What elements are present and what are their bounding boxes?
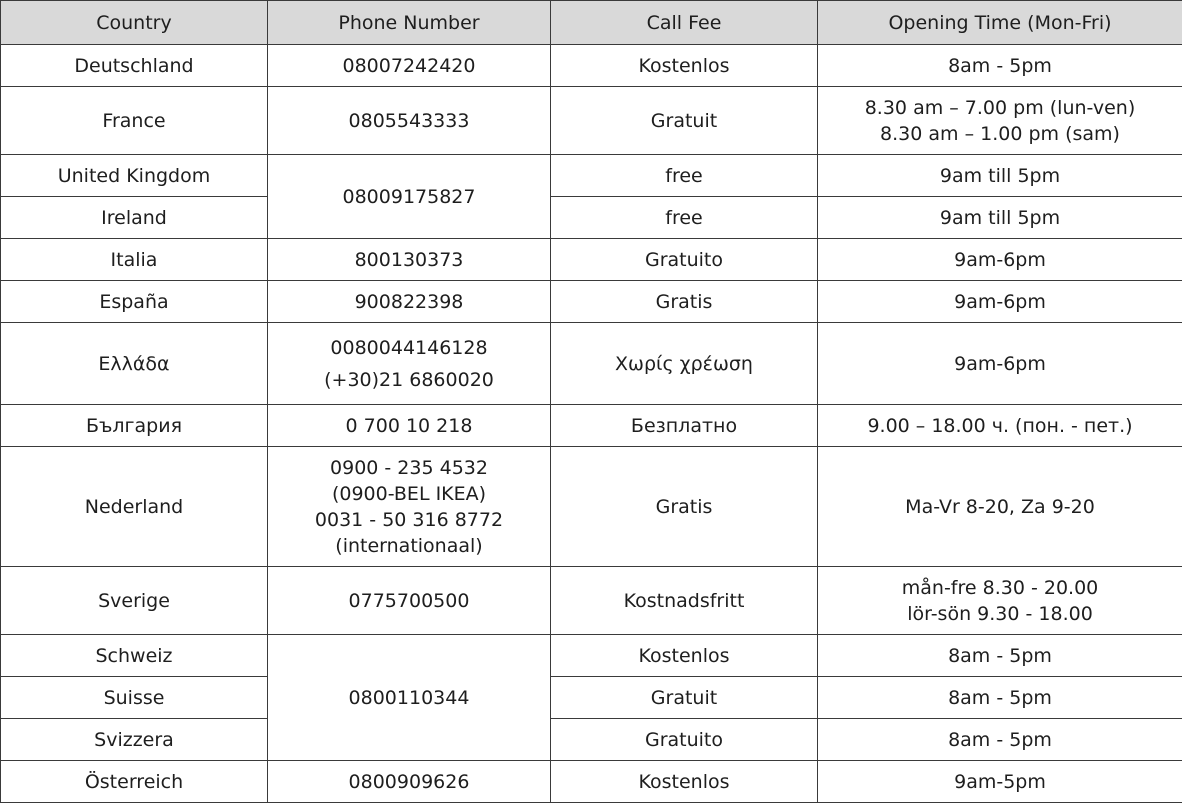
country-cell: България [1, 405, 268, 447]
table-row [1, 45, 1182, 87]
country-cell: United Kingdom [1, 155, 268, 197]
table-row [1, 677, 1182, 719]
time-cell: 9am-5pm [818, 761, 1182, 803]
phone-line: 0900 - 235 4532 [330, 456, 488, 479]
phone-line: (0900-BEL IKEA) [331, 482, 487, 505]
phone-line: (internationaal) [335, 534, 483, 557]
time-cell: 9am till 5pm [818, 197, 1182, 239]
country-cell: Nederland [1, 447, 268, 567]
table-row [1, 405, 1182, 447]
header-phone-number: Phone Number [268, 1, 551, 45]
fee-cell: free [551, 155, 818, 197]
table-row [1, 87, 1182, 155]
table-row [1, 567, 1182, 635]
country-cell: Sverige [1, 567, 268, 635]
fee-cell: Kostenlos [551, 635, 818, 677]
phone-cell: 0805543333 [268, 87, 551, 155]
table-row [1, 281, 1182, 323]
time-cell: 8am - 5pm [818, 45, 1182, 87]
country-cell: Deutschland [1, 45, 268, 87]
fee-cell: Kostnadsfritt [551, 567, 818, 635]
time-cell [818, 87, 1182, 155]
country-cell: Suisse [1, 677, 268, 719]
fee-cell: Gratuit [551, 677, 818, 719]
country-cell: Italia [1, 239, 268, 281]
header-country: Country [1, 1, 268, 45]
fee-cell: Gratuito [551, 719, 818, 761]
phone-cell: 0 700 10 218 [268, 405, 551, 447]
time-line: lör-sön 9.30 - 18.00 [907, 602, 1093, 625]
time-cell: 9am-6pm [818, 281, 1182, 323]
fee-cell: Gratuito [551, 239, 818, 281]
phone-cell: 800130373 [268, 239, 551, 281]
phone-cell: 08009175827 [268, 155, 551, 239]
country-cell: Österreich [1, 761, 268, 803]
phone-cell [268, 447, 551, 567]
table-row [1, 761, 1182, 803]
time-cell [818, 567, 1182, 635]
table-row [1, 447, 1182, 567]
time-cell: 9am-6pm [818, 239, 1182, 281]
table-row [1, 197, 1182, 239]
phone-line: 0080044146128 [330, 336, 488, 359]
fee-cell: Gratis [551, 447, 818, 567]
country-cell: France [1, 87, 268, 155]
time-cell: 8am - 5pm [818, 677, 1182, 719]
time-line: mån-fre 8.30 - 20.00 [901, 576, 1099, 599]
table-row [1, 239, 1182, 281]
time-cell: 8am - 5pm [818, 635, 1182, 677]
country-cell: Svizzera [1, 719, 268, 761]
phone-cell: 0800110344 [268, 635, 551, 761]
table-row [1, 323, 1182, 405]
country-cell: Ireland [1, 197, 268, 239]
country-cell: Ελλάδα [1, 323, 268, 405]
fee-cell: Gratuit [551, 87, 818, 155]
header-call-fee: Call Fee [551, 1, 818, 45]
header-row [1, 1, 1182, 45]
fee-cell: free [551, 197, 818, 239]
phone-cell [268, 323, 551, 405]
country-cell: Schweiz [1, 635, 268, 677]
phone-cell: 0775700500 [268, 567, 551, 635]
fee-cell: Kostenlos [551, 45, 818, 87]
fee-cell: Безплатно [551, 405, 818, 447]
fee-cell: Χωρίς χρέωση [551, 323, 818, 405]
time-line: 8.30 am – 1.00 pm (sam) [880, 122, 1120, 145]
time-cell: 9am till 5pm [818, 155, 1182, 197]
table-row [1, 635, 1182, 677]
phone-line: (+30)21 6860020 [324, 368, 494, 391]
table-row [1, 155, 1182, 197]
time-cell: 9am-6pm [818, 323, 1182, 405]
country-cell: España [1, 281, 268, 323]
table-row [1, 719, 1182, 761]
time-cell: Ma-Vr 8-20, Za 9-20 [818, 447, 1182, 567]
time-line: 8.30 am – 7.00 pm (lun-ven) [864, 96, 1136, 119]
phone-cell: 0800909626 [268, 761, 551, 803]
fee-cell: Kostenlos [551, 761, 818, 803]
phone-line: 0031 - 50 316 8772 [314, 508, 504, 531]
time-cell: 9.00 – 18.00 ч. (пон. - пет.) [818, 405, 1182, 447]
phone-cell: 08007242420 [268, 45, 551, 87]
phone-cell: 900822398 [268, 281, 551, 323]
header-opening-time: Opening Time (Mon-Fri) [818, 1, 1182, 45]
fee-cell: Gratis [551, 281, 818, 323]
time-cell: 8am - 5pm [818, 719, 1182, 761]
